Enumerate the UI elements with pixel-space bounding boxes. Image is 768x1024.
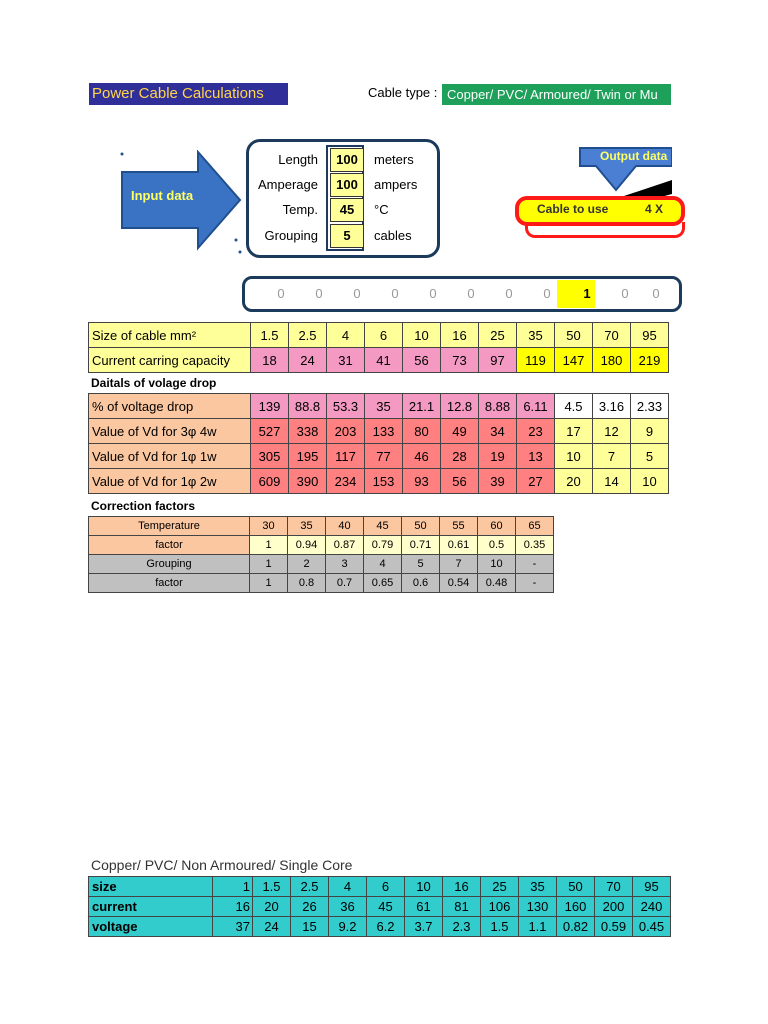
size-cell: 50 bbox=[555, 323, 593, 348]
size-cell: 35 bbox=[517, 323, 555, 348]
group-cell: 7 bbox=[440, 555, 478, 574]
temp-factor-cell: 0.5 bbox=[478, 536, 516, 555]
group-factor-cell: - bbox=[516, 574, 554, 593]
current-cell: 119 bbox=[517, 348, 555, 373]
vd-cell: 203 bbox=[327, 419, 365, 444]
ref-cell: 50 bbox=[557, 877, 595, 897]
selector-cell: 0 bbox=[505, 286, 513, 301]
vd-cell: 77 bbox=[365, 444, 403, 469]
ref-cell: 4 bbox=[329, 877, 367, 897]
selector-cell: 0 bbox=[391, 286, 399, 301]
vd-cell: 609 bbox=[251, 469, 289, 494]
current-cell: 18 bbox=[251, 348, 289, 373]
current-cell: 180 bbox=[593, 348, 631, 373]
group-factor-cell: 1 bbox=[250, 574, 288, 593]
vd-cell: 56 bbox=[441, 469, 479, 494]
current-cell: 147 bbox=[555, 348, 593, 373]
ref-cell: 95 bbox=[633, 877, 671, 897]
temp-unit: °C bbox=[374, 202, 389, 217]
selector-cell: 0 bbox=[353, 286, 361, 301]
temp-factor-cell: 0.61 bbox=[440, 536, 478, 555]
reference-table bbox=[88, 876, 671, 937]
ref-cell: 160 bbox=[557, 897, 595, 917]
vd-cell: 2.33 bbox=[631, 394, 669, 419]
selector-cell: 0 bbox=[467, 286, 475, 301]
current-cell: 24 bbox=[289, 348, 327, 373]
ref-cell: 16 bbox=[213, 897, 253, 917]
temp-factor-cell: 0.87 bbox=[326, 536, 364, 555]
vd-cell: 10 bbox=[631, 469, 669, 494]
ref-cell: 61 bbox=[405, 897, 443, 917]
size-cell: 16 bbox=[441, 323, 479, 348]
vd-row-label: Value of Vd for 1φ 2w bbox=[89, 469, 251, 494]
group-cell: 4 bbox=[364, 555, 402, 574]
vd-cell: 19 bbox=[479, 444, 517, 469]
temp-cell: 55 bbox=[440, 517, 478, 536]
group-factor-cell: 0.8 bbox=[288, 574, 326, 593]
vd-cell: 12 bbox=[593, 419, 631, 444]
size-cell: 25 bbox=[479, 323, 517, 348]
vd-cell: 13 bbox=[517, 444, 555, 469]
group-factor-cell: 0.65 bbox=[364, 574, 402, 593]
group-cell: - bbox=[516, 555, 554, 574]
selector-cell: 0 bbox=[543, 286, 551, 301]
ref-cell: 25 bbox=[481, 877, 519, 897]
temp-factor-cell: 0.94 bbox=[288, 536, 326, 555]
ref-cell: 36 bbox=[329, 897, 367, 917]
vd-cell: 23 bbox=[517, 419, 555, 444]
vd-cell: 9 bbox=[631, 419, 669, 444]
vd-cell: 3.16 bbox=[593, 394, 631, 419]
temp-cell: 60 bbox=[478, 517, 516, 536]
correction-factors-table bbox=[88, 516, 554, 593]
group-cell: 5 bbox=[402, 555, 440, 574]
vd-cell: 195 bbox=[289, 444, 327, 469]
size-cell: 2.5 bbox=[289, 323, 327, 348]
size-cell: 10 bbox=[403, 323, 441, 348]
ref-cell: 130 bbox=[519, 897, 557, 917]
vd-cell: 12.8 bbox=[441, 394, 479, 419]
ref-cell: 35 bbox=[519, 877, 557, 897]
temp-label: Temp. bbox=[282, 202, 318, 217]
group-cell: 2 bbox=[288, 555, 326, 574]
temp-factor-cell: 0.79 bbox=[364, 536, 402, 555]
vd-cell: 527 bbox=[251, 419, 289, 444]
size-cell: 6 bbox=[365, 323, 403, 348]
temp-cell: 65 bbox=[516, 517, 554, 536]
temperature-label: Temperature bbox=[89, 517, 250, 536]
vd-cell: 53.3 bbox=[327, 394, 365, 419]
size-cell: 1.5 bbox=[251, 323, 289, 348]
group-factor-cell: 0.48 bbox=[478, 574, 516, 593]
ref-cell: 24 bbox=[253, 917, 291, 937]
size-cell: 70 bbox=[593, 323, 631, 348]
temp-input[interactable]: 45 bbox=[330, 198, 364, 222]
amperage-unit: ampers bbox=[374, 177, 418, 192]
cable-to-use-shadow bbox=[525, 222, 685, 238]
vd-cell: 88.8 bbox=[289, 394, 327, 419]
cable-to-use-label: Cable to use bbox=[537, 202, 609, 216]
input-arrow-label: Input data bbox=[131, 188, 194, 203]
voltage-drop-section-title: Daitals of volage drop bbox=[91, 376, 217, 390]
ref-cell: 9.2 bbox=[329, 917, 367, 937]
vd-cell: 17 bbox=[555, 419, 593, 444]
vd-row-label: % of voltage drop bbox=[89, 394, 251, 419]
length-input[interactable]: 100 bbox=[330, 148, 364, 172]
vd-row-label: Value of Vd for 1φ 1w bbox=[89, 444, 251, 469]
grouping-row-label: Grouping bbox=[89, 555, 250, 574]
ref-row-label: current bbox=[89, 897, 213, 917]
current-cell: 219 bbox=[631, 348, 669, 373]
ref-cell: 240 bbox=[633, 897, 671, 917]
correction-factors-title: Correction factors bbox=[91, 499, 196, 513]
size-cell: 4 bbox=[327, 323, 365, 348]
length-label: Length bbox=[278, 152, 318, 167]
vd-cell: 305 bbox=[251, 444, 289, 469]
temp-cell: 30 bbox=[250, 517, 288, 536]
temp-factor-label: factor bbox=[89, 536, 250, 555]
selector-cell: 0 bbox=[652, 286, 660, 301]
ref-cell: 37 bbox=[213, 917, 253, 937]
page-title: Power Cable Calculations bbox=[89, 83, 288, 105]
vd-cell: 49 bbox=[441, 419, 479, 444]
size-row-label: Size of cable mm² bbox=[89, 323, 251, 348]
grouping-input[interactable]: 5 bbox=[330, 224, 364, 248]
group-cell: 3 bbox=[326, 555, 364, 574]
cable-type-label: Cable type : bbox=[368, 85, 438, 100]
ref-cell: 2.3 bbox=[443, 917, 481, 937]
current-cell: 97 bbox=[479, 348, 517, 373]
ref-cell: 6.2 bbox=[367, 917, 405, 937]
amperage-input[interactable]: 100 bbox=[330, 173, 364, 197]
ref-cell: 0.59 bbox=[595, 917, 633, 937]
group-factor-cell: 0.54 bbox=[440, 574, 478, 593]
temp-cell: 40 bbox=[326, 517, 364, 536]
ref-cell: 1.1 bbox=[519, 917, 557, 937]
size-cell: 95 bbox=[631, 323, 669, 348]
ref-cell: 200 bbox=[595, 897, 633, 917]
ref-cell: 20 bbox=[253, 897, 291, 917]
vd-cell: 117 bbox=[327, 444, 365, 469]
vd-cell: 27 bbox=[517, 469, 555, 494]
vd-row-label: Value of Vd for 3φ 4w bbox=[89, 419, 251, 444]
vd-cell: 7 bbox=[593, 444, 631, 469]
vd-cell: 34 bbox=[479, 419, 517, 444]
vd-cell: 6.11 bbox=[517, 394, 555, 419]
vd-cell: 39 bbox=[479, 469, 517, 494]
ref-row-label: size bbox=[89, 877, 213, 897]
ref-row-label: voltage bbox=[89, 917, 213, 937]
temp-cell: 35 bbox=[288, 517, 326, 536]
temp-factor-cell: 0.35 bbox=[516, 536, 554, 555]
vd-cell: 4.5 bbox=[555, 394, 593, 419]
ref-cell: 3.7 bbox=[405, 917, 443, 937]
vd-cell: 20 bbox=[555, 469, 593, 494]
ref-cell: 15 bbox=[291, 917, 329, 937]
vd-cell: 93 bbox=[403, 469, 441, 494]
ref-cell: 26 bbox=[291, 897, 329, 917]
ref-cell: 45 bbox=[367, 897, 405, 917]
ref-cell: 6 bbox=[367, 877, 405, 897]
vd-cell: 153 bbox=[365, 469, 403, 494]
amperage-label: Amperage bbox=[258, 177, 318, 192]
group-cell: 10 bbox=[478, 555, 516, 574]
temp-factor-cell: 0.71 bbox=[402, 536, 440, 555]
grouping-unit: cables bbox=[374, 228, 412, 243]
ref-cell: 106 bbox=[481, 897, 519, 917]
selector-cell: 0 bbox=[277, 286, 285, 301]
vd-cell: 46 bbox=[403, 444, 441, 469]
selector-cell: 0 bbox=[315, 286, 323, 301]
vd-cell: 234 bbox=[327, 469, 365, 494]
ref-cell: 2.5 bbox=[291, 877, 329, 897]
vd-cell: 28 bbox=[441, 444, 479, 469]
temp-cell: 45 bbox=[364, 517, 402, 536]
vd-cell: 133 bbox=[365, 419, 403, 444]
grouping-label: Grouping bbox=[264, 228, 318, 243]
ref-cell: 0.82 bbox=[557, 917, 595, 937]
vd-cell: 5 bbox=[631, 444, 669, 469]
group-factor-cell: 0.7 bbox=[326, 574, 364, 593]
ref-cell: 0.45 bbox=[633, 917, 671, 937]
current-cell: 73 bbox=[441, 348, 479, 373]
vd-cell: 35 bbox=[365, 394, 403, 419]
vd-cell: 14 bbox=[593, 469, 631, 494]
selector-cell: 0 bbox=[621, 286, 629, 301]
cable-size-table bbox=[88, 322, 669, 373]
vd-cell: 8.88 bbox=[479, 394, 517, 419]
group-cell: 1 bbox=[250, 555, 288, 574]
vd-cell: 390 bbox=[289, 469, 327, 494]
output-arrow-label: Output data bbox=[600, 149, 668, 163]
current-cell: 31 bbox=[327, 348, 365, 373]
cable-to-use-value: 4 X bbox=[645, 202, 664, 216]
ref-cell: 1 bbox=[213, 877, 253, 897]
ref-cell: 81 bbox=[443, 897, 481, 917]
reference-table-title: Copper/ PVC/ Non Armoured/ Single Core bbox=[91, 857, 353, 873]
ref-cell: 10 bbox=[405, 877, 443, 897]
vd-cell: 139 bbox=[251, 394, 289, 419]
voltage-drop-table bbox=[88, 393, 669, 494]
ref-cell: 1.5 bbox=[481, 917, 519, 937]
vd-cell: 338 bbox=[289, 419, 327, 444]
ref-cell: 16 bbox=[443, 877, 481, 897]
input-arrow-shape bbox=[118, 150, 246, 256]
ref-cell: 70 bbox=[595, 877, 633, 897]
cable-type-select[interactable]: Copper/ PVC/ Armoured/ Twin or Mu bbox=[442, 84, 671, 105]
ref-cell: 1.5 bbox=[253, 877, 291, 897]
current-row-label: Current carring capacity bbox=[89, 348, 251, 373]
group-factor-cell: 0.6 bbox=[402, 574, 440, 593]
temp-cell: 50 bbox=[402, 517, 440, 536]
temp-factor-cell: 1 bbox=[250, 536, 288, 555]
vd-cell: 21.1 bbox=[403, 394, 441, 419]
selector-cell-selected: 1 bbox=[583, 286, 591, 301]
length-unit: meters bbox=[374, 152, 414, 167]
vd-cell: 80 bbox=[403, 419, 441, 444]
current-cell: 41 bbox=[365, 348, 403, 373]
selector-cell: 0 bbox=[429, 286, 437, 301]
group-factor-label: factor bbox=[89, 574, 250, 593]
vd-cell: 10 bbox=[555, 444, 593, 469]
current-cell: 56 bbox=[403, 348, 441, 373]
